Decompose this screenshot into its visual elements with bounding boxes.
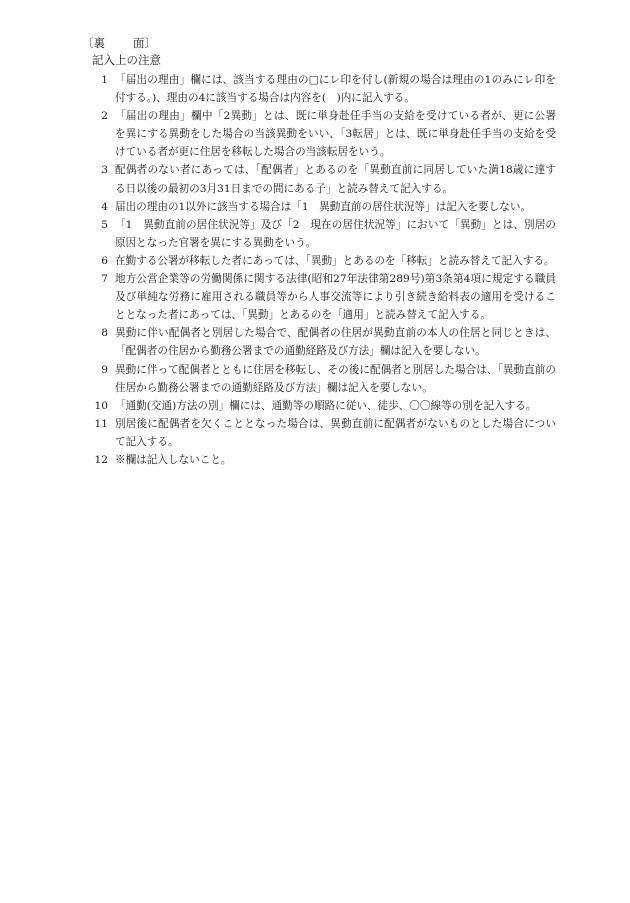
note-item-10: [96, 397, 556, 415]
note-number: 10: [94, 399, 108, 412]
notes-list: [96, 71, 556, 469]
note-text: 「届出の理由」欄には、該当する理由の□にレ印を付し(新規の場合は理由の1のみにレ印を付する。)、理由の4に該当する場合は内容を( )内に記入する。: [115, 74, 556, 105]
note-number: 2: [101, 110, 108, 123]
note-text: 地方公営企業等の労働関係に関する法律(昭和27年法律第289号)第3条第4項に規定する職員及び単純な労務に雇用される職員等から人事交流等により引き続き給料表の適用を受けることとなった者にあっては、「異動」とあるのを「適用」と読み替えて記入する。: [115, 273, 556, 322]
note-text: 在勤する公署が移転した者にあっては、「異動」とあるのを「移転」と読み替えて記入する。: [115, 254, 555, 267]
note-number: 11: [94, 417, 108, 430]
note-number: 8: [101, 327, 108, 340]
note-item-1: [96, 71, 556, 107]
page-side-label-left: 〔裏: [82, 36, 105, 50]
note-number: 6: [101, 254, 108, 267]
note-item-11: [96, 415, 556, 451]
note-item-8: [96, 324, 556, 360]
note-text: 「1 異動直前の居住状況等」及び「2 現在の居住状況等」において「異動」とは、別居の原因となった官署を異にする異動をいう。: [115, 218, 556, 249]
note-item-6: [96, 252, 556, 270]
note-text: ※欄は記入しないこと。: [115, 453, 232, 466]
note-text: 異動に伴って配偶者とともに住居を移転し、その後に配偶者と別居した場合は、「異動直前の住居から勤務公署までの通勤経路及び方法」欄は記入を要しない。: [115, 363, 556, 394]
note-number: 3: [101, 164, 108, 177]
note-text: 「届出の理由」欄中「2異動」とは、既に単身赴任手当の支給を受けている者が、更に公署を異にする異動をした場合の当該異動をいい、「3転居」とは、既に単身赴任手当の支給を受けている者が更に住居を移転した場合の当該転居をいう。: [115, 110, 556, 159]
note-item-12: [96, 451, 556, 469]
note-item-4: [96, 198, 556, 216]
note-number: 4: [101, 200, 108, 213]
note-text: 異動に伴い配偶者と別居した場合で、配偶者の住居が異動直前の本人の住居と同じときは、「配偶者の住居から勤務公署までの通勤経路及び方法」欄は記入を要しない。: [115, 327, 556, 358]
note-text: 届出の理由の1以外に該当する場合は「1 異動直前の居住状況等」は記入を要しない。: [115, 200, 532, 213]
note-item-9: [96, 361, 556, 397]
note-number: 7: [101, 273, 108, 286]
page-side-label: [82, 36, 156, 50]
note-number: 9: [101, 363, 108, 376]
note-item-7: [96, 270, 556, 324]
note-number: 12: [94, 453, 108, 466]
note-number: 1: [101, 74, 108, 86]
section-title: 記入上の注意: [92, 53, 161, 67]
note-item-5: [96, 216, 556, 252]
note-item-2: [96, 107, 556, 161]
note-item-3: [96, 161, 556, 197]
note-text: 配偶者のない者にあっては、「配偶者」とあるのを「異動直前に同居していた満18歳に達する日以後の最初の3月31日までの間にある子」と読み替えて記入する。: [115, 164, 556, 195]
note-text: 「通勤(交通)方法の別」欄には、通勤等の順路に従い、徒歩、〇〇線等の別を記入する。: [115, 399, 537, 412]
page-side-label-right: 面〕: [133, 36, 156, 50]
note-text: 別居後に配偶者を欠くこととなった場合は、異動直前に配偶者がないものとした場合について記入する。: [115, 417, 556, 448]
note-number: 5: [101, 218, 108, 231]
